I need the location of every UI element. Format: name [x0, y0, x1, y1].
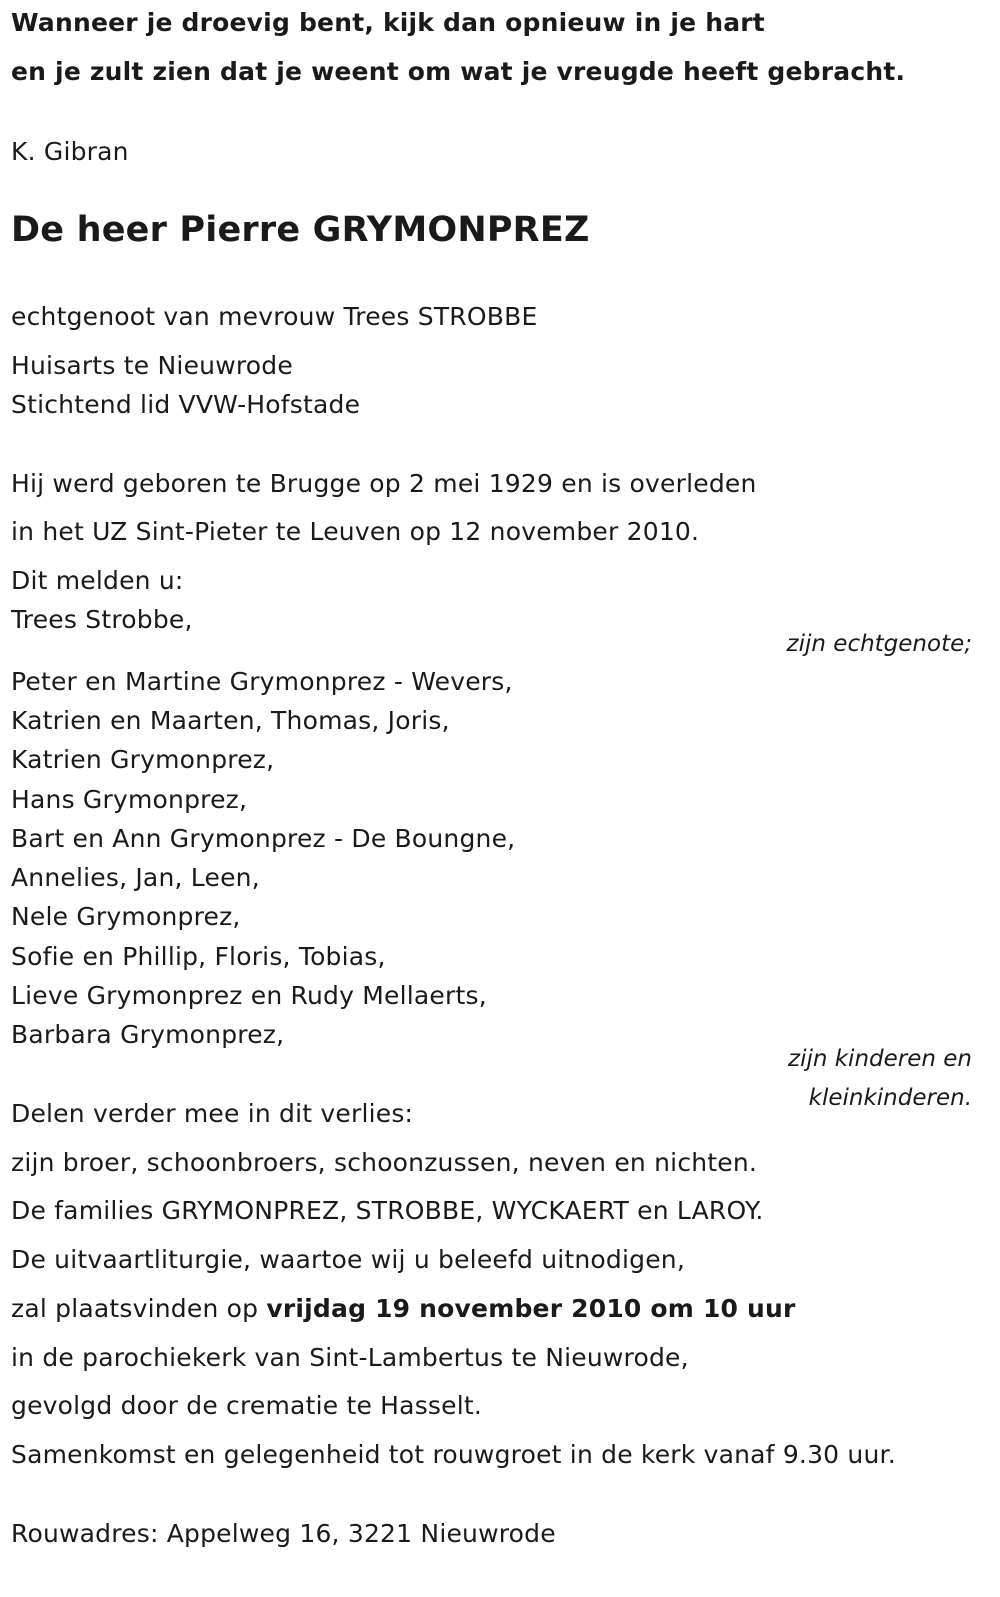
funeral-line-2 [11, 1294, 796, 1324]
deceased-name: De heer Pierre GRYMONPREZ [11, 210, 590, 250]
spouse-line: echtgenoot van mevrouw Trees STROBBE [11, 302, 538, 331]
child-line: Annelies, Jan, Leen, [11, 863, 260, 892]
quote-line-2: en je zult zien dat je weent om wat je vreugde heeft gebracht. [11, 57, 906, 86]
quote-author: K. Gibran [11, 137, 129, 166]
child-line: Lieve Grymonprez en Rudy Mellaerts, [11, 981, 487, 1010]
funeral-line-2-prefix: zal plaatsvinden op [11, 1294, 267, 1323]
funeral-line-5: Samenkomst en gelegenheid tot rouwgroet in de kerk vanaf 9.30 uur. [11, 1440, 896, 1469]
child-line: Katrien Grymonprez, [11, 745, 275, 774]
funeral-line-4: gevolgd door de crematie te Hasselt. [11, 1391, 483, 1420]
funeral-date-time: vrijdag 19 november 2010 om 10 uur [266, 1294, 796, 1323]
child-line: Katrien en Maarten, Thomas, Joris, [11, 706, 450, 735]
children-relation-line-1: zijn kinderen en [788, 1046, 972, 1072]
role-line-1: Huisarts te Nieuwrode [11, 351, 293, 380]
child-line: Bart en Ann Grymonprez - De Boungne, [11, 824, 516, 853]
funeral-line-1: De uitvaartliturgie, waartoe wij u beleefd uitnodigen, [11, 1245, 685, 1274]
others-line-1: zijn broer, schoonbroers, schoonzussen, neven en nichten. [11, 1148, 758, 1177]
role-line-2: Stichtend lid VVW-Hofstade [11, 390, 361, 419]
child-line: Sofie en Phillip, Floris, Tobias, [11, 942, 386, 971]
child-line: Nele Grymonprez, [11, 902, 241, 931]
others-line-2: De families GRYMONPREZ, STROBBE, WYCKAERT en LAROY. [11, 1196, 764, 1225]
child-line: Barbara Grymonprez, [11, 1020, 285, 1049]
mourning-address: Rouwadres: Appelweg 16, 3221 Nieuwrode [11, 1519, 556, 1548]
funeral-line-3: in de parochiekerk van Sint-Lambertus te Nieuwrode, [11, 1343, 689, 1372]
child-line: Hans Grymonprez, [11, 785, 248, 814]
child-line: Peter en Martine Grymonprez - Wevers, [11, 667, 513, 696]
birth-death-line-1: Hij werd geboren te Brugge op 2 mei 1929 en is overleden [11, 469, 757, 498]
announcers-intro: Dit melden u: [11, 566, 184, 595]
birth-death-line-2: in het UZ Sint-Pieter te Leuven op 12 november 2010. [11, 517, 700, 546]
quote-line-1: Wanneer je droevig bent, kijk dan opnieuw in je hart [11, 8, 765, 37]
announcer-spouse: Trees Strobbe, [11, 605, 193, 634]
spouse-relation: zijn echtgenote; [786, 631, 972, 657]
others-intro: Delen verder mee in dit verlies: [11, 1099, 414, 1128]
children-relation-line-2: kleinkinderen. [808, 1085, 972, 1111]
